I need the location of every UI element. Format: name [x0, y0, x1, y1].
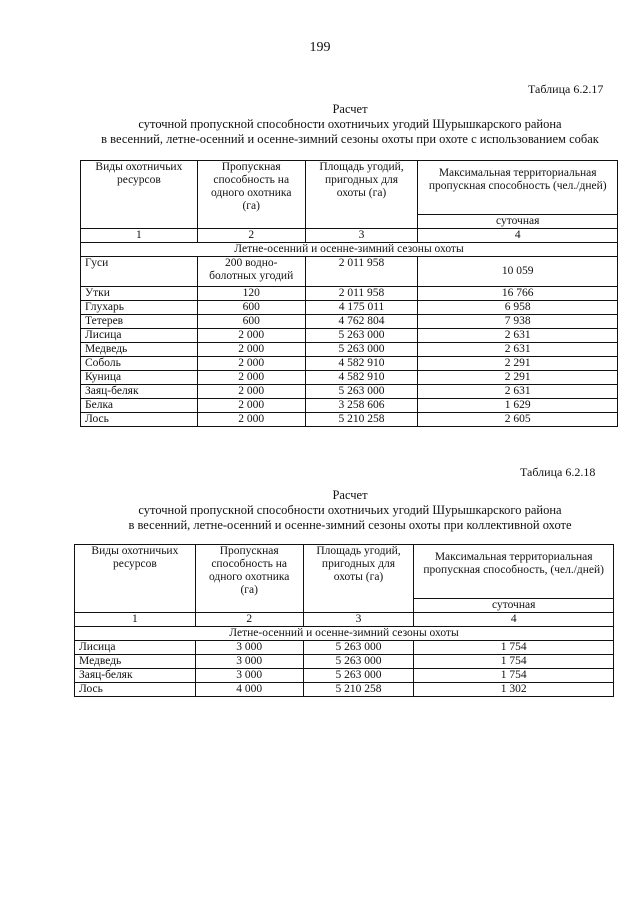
capacity-value: 3 000 [195, 669, 303, 683]
max-value: 16 766 [418, 287, 618, 301]
max-value: 1 754 [414, 669, 614, 683]
table2 [74, 544, 614, 697]
capacity-value: 2 000 [197, 371, 305, 385]
max-value: 2 605 [418, 413, 618, 427]
species-name: Медведь [75, 655, 196, 669]
species-name: Гуси [81, 257, 198, 287]
table-row [75, 669, 614, 683]
table1-caption [70, 102, 630, 147]
table1-header-species: Виды охотничьих ресурсов [81, 161, 198, 229]
species-name: Заяц-беляк [81, 385, 198, 399]
table1-header-max: Максимальная территориальная пропускная способность (чел./дней) [418, 161, 618, 215]
area-value: 4 175 011 [305, 301, 418, 315]
species-name: Медведь [81, 343, 198, 357]
capacity-value: 2 000 [197, 385, 305, 399]
area-value: 5 263 000 [303, 669, 414, 683]
table2-colnum: 3 [303, 613, 414, 627]
table-row [75, 655, 614, 669]
area-value: 5 210 258 [303, 683, 414, 697]
table-row [75, 683, 614, 697]
area-value: 5 210 258 [305, 413, 418, 427]
max-value: 1 302 [414, 683, 614, 697]
table-row [81, 371, 618, 385]
area-value: 5 263 000 [303, 655, 414, 669]
table-label-6-2-18: Таблица 6.2.18 [520, 465, 596, 479]
max-value: 10 059 [418, 257, 618, 287]
table-row [81, 357, 618, 371]
table1-caption-line: в весенний, летне-осенний и осенне-зимний сезоны охоты при охоте с использованием собак [101, 132, 599, 146]
capacity-value: 600 [197, 315, 305, 329]
table1-section-title: Летне-осенний и осенне-зимний сезоны охоты [81, 243, 618, 257]
species-name: Утки [81, 287, 198, 301]
area-value: 4 582 910 [305, 357, 418, 371]
max-value: 1 754 [414, 641, 614, 655]
area-value: 5 263 000 [305, 385, 418, 399]
area-value: 2 011 958 [305, 287, 418, 301]
table-row [81, 399, 618, 413]
table2-colnum: 1 [75, 613, 196, 627]
max-value: 2 291 [418, 371, 618, 385]
table2-header-capacity: Пропускная способность на одного охотника (га) [195, 545, 303, 613]
max-value: 2 291 [418, 357, 618, 371]
species-name: Тетерев [81, 315, 198, 329]
capacity-value: 2 000 [197, 329, 305, 343]
table2-header-area: Площадь угодий, пригодных для охоты (га) [303, 545, 414, 613]
table-row [81, 385, 618, 399]
table-row [81, 257, 618, 287]
max-value: 1 629 [418, 399, 618, 413]
capacity-value: 3 000 [195, 655, 303, 669]
capacity-value: 4 000 [195, 683, 303, 697]
table-row [81, 329, 618, 343]
table2-caption-line: суточной пропускной способности охотничьих угодий Шурышкарского района [138, 503, 562, 517]
capacity-value: 2 000 [197, 343, 305, 357]
table2-colnum: 4 [414, 613, 614, 627]
table-row [81, 315, 618, 329]
area-value: 3 258 606 [305, 399, 418, 413]
table2-caption [70, 488, 630, 533]
max-value: 1 754 [414, 655, 614, 669]
species-name: Заяц-беляк [75, 669, 196, 683]
table2-header-species: Виды охотничьих ресурсов [75, 545, 196, 613]
table1-header-daily: суточная [418, 215, 618, 229]
table1-colnum: 2 [197, 229, 305, 243]
table1-header-capacity: Пропускная способность на одного охотника (га) [197, 161, 305, 229]
capacity-value: 2 000 [197, 399, 305, 413]
table-row [75, 641, 614, 655]
table1-colnum: 4 [418, 229, 618, 243]
table2-header-max: Максимальная территориальная пропускная способность, (чел./дней) [414, 545, 614, 599]
table-row [81, 287, 618, 301]
area-value: 5 263 000 [305, 343, 418, 357]
species-name: Глухарь [81, 301, 198, 315]
area-value: 5 263 000 [303, 641, 414, 655]
table1-colnum: 3 [305, 229, 418, 243]
table1 [80, 160, 618, 427]
area-value: 5 263 000 [305, 329, 418, 343]
max-value: 2 631 [418, 329, 618, 343]
table1-colnum: 1 [81, 229, 198, 243]
table2-caption-line: в весенний, летне-осенний и осенне-зимний сезоны охоты при коллективной охоте [128, 518, 572, 532]
species-name: Лисица [75, 641, 196, 655]
table2-section-title: Летне-осенний и осенне-зимний сезоны охоты [75, 627, 614, 641]
species-name: Куница [81, 371, 198, 385]
species-name: Лось [75, 683, 196, 697]
table-row [81, 301, 618, 315]
table1-header-area: Площадь угодий, пригодных для охоты (га) [305, 161, 418, 229]
capacity-value: 3 000 [195, 641, 303, 655]
table2-caption-line: Расчет [332, 488, 368, 502]
species-name: Лисица [81, 329, 198, 343]
table-label-6-2-17: Таблица 6.2.17 [528, 82, 604, 96]
species-name: Лось [81, 413, 198, 427]
max-value: 6 958 [418, 301, 618, 315]
page-number: 199 [309, 40, 331, 55]
table2-header-daily: суточная [414, 599, 614, 613]
species-name: Белка [81, 399, 198, 413]
table-row [81, 413, 618, 427]
area-value: 4 762 804 [305, 315, 418, 329]
capacity-value: 120 [197, 287, 305, 301]
table1-caption-line: Расчет [332, 102, 368, 116]
table1-caption-line: суточной пропускной способности охотничьих угодий Шурышкарского района [138, 117, 562, 131]
table2-colnum: 2 [195, 613, 303, 627]
max-value: 2 631 [418, 385, 618, 399]
area-value: 4 582 910 [305, 371, 418, 385]
capacity-value: 2 000 [197, 357, 305, 371]
area-value: 2 011 958 [305, 257, 418, 287]
max-value: 7 938 [418, 315, 618, 329]
capacity-value: 2 000 [197, 413, 305, 427]
table-row [81, 343, 618, 357]
species-name: Соболь [81, 357, 198, 371]
capacity-value: 600 [197, 301, 305, 315]
max-value: 2 631 [418, 343, 618, 357]
capacity-value: 200 водно-болотных угодий [197, 257, 305, 287]
